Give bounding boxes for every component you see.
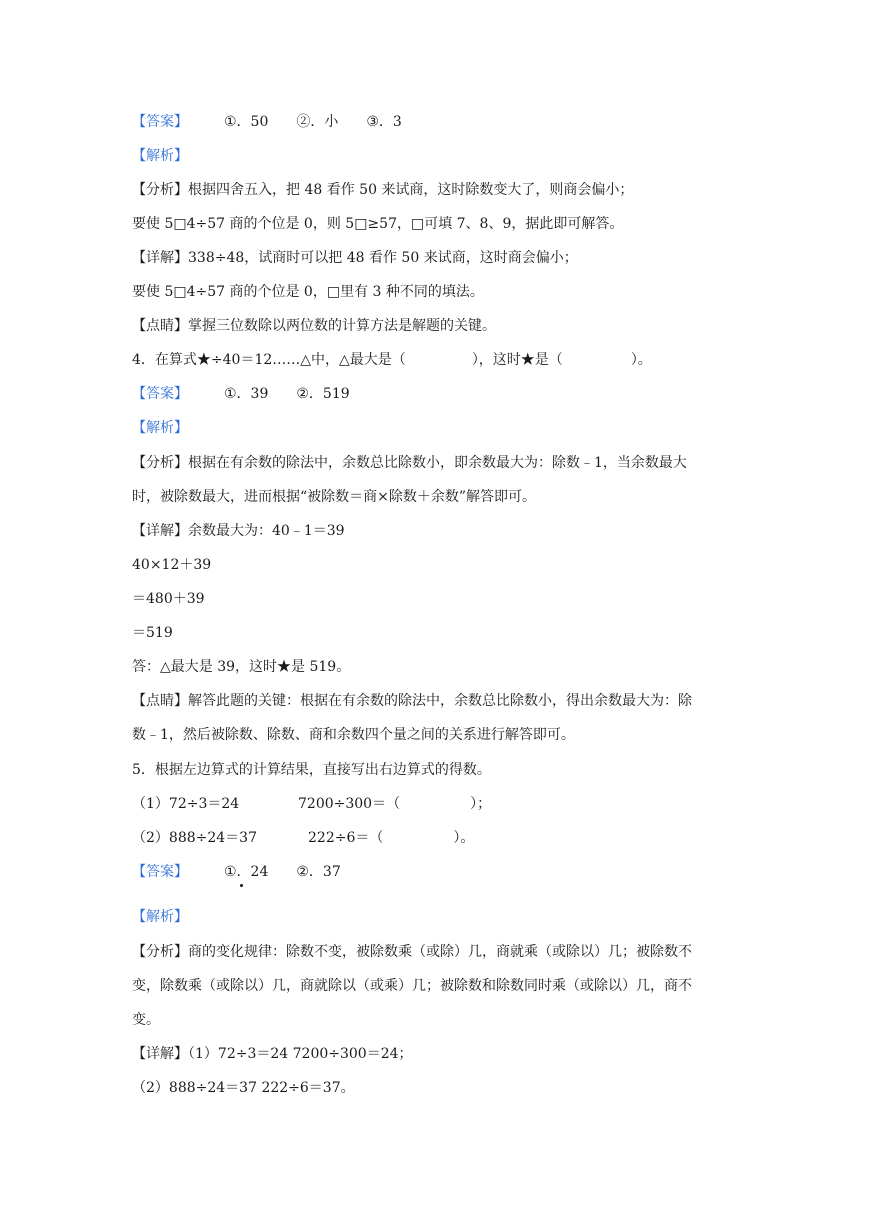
dianjing-paragraph: 【点睛】解答此题的关键：根据在有余数的除法中，余数总比除数小，得出余数最大为：除 (132, 693, 692, 709)
calc-step: ＝519 (132, 625, 173, 641)
analysis-tag: 【解析】 (132, 909, 188, 925)
answer-item: ②．37 (296, 864, 341, 880)
fenxi-paragraph: 变。 (132, 1012, 160, 1028)
fenxi-paragraph: 变，除数乘（或除以）几，商就除以（或乘）几；被除数和除数同时乘（或除以）几，商不 (132, 978, 692, 994)
sub-right: 222÷6＝（ (308, 830, 384, 846)
q5-sub2 (132, 828, 474, 848)
answer-item: ①．39 (224, 386, 269, 402)
q4-question (132, 350, 652, 370)
sub-left: （1）72÷3＝24 (132, 796, 240, 812)
stray-dot (240, 884, 243, 887)
q5-answer-row (132, 862, 341, 882)
analysis-tag: 【解析】 (132, 420, 188, 436)
calc-step: 40×12＋39 (132, 557, 212, 573)
xiangjie-paragraph: 【详解】（1）72÷3＝24 7200÷300＝24； (132, 1046, 413, 1062)
q5-sub1 (132, 794, 491, 814)
question-text: 4．在算式★÷40＝12……△中，△最大是（ (132, 352, 406, 368)
fenxi-paragraph: 时，被除数最大，进而根据“被除数＝商×除数＋余数”解答即可。 (132, 489, 537, 505)
analysis-tag: 【解析】 (132, 148, 188, 164)
answer-tag: 【答案】 (132, 386, 188, 402)
xiangjie-paragraph: 要使 5□4÷57 商的个位是 0，□里有 3 种不同的填法。 (132, 284, 484, 300)
question-text: ），这时★是（ (471, 352, 563, 368)
sub-right: 7200÷300＝（ (298, 796, 401, 812)
answer-item: ③．3 (366, 114, 402, 130)
answer-tag: 【答案】 (132, 114, 188, 130)
dianjing-paragraph: 数﹣1，然后被除数、除数、商和余数四个量之间的关系进行解答即可。 (132, 727, 575, 743)
q5-question: 5．根据左边算式的计算结果，直接写出右边算式的得数。 (132, 762, 491, 778)
sub-end: ）。 (453, 830, 475, 846)
calc-step: ＝480＋39 (132, 591, 205, 607)
answer-item: ①．50 (224, 114, 269, 130)
fenxi-paragraph: 【分析】商的变化规律：除数不变，被除数乘（或除）几，商就乘（或除以）几；被除数不 (132, 944, 692, 960)
fenxi-paragraph: 【分析】根据四舍五入，把 48 看作 50 来试商，这时除数变大了，则商会偏小； (132, 182, 634, 198)
xiangjie-paragraph: （2）888÷24＝37 222÷6＝37。 (132, 1080, 355, 1096)
sub-end: ）； (470, 796, 492, 812)
fenxi-paragraph: 要使 5□4÷57 商的个位是 0，则 5□≥57，□可填 7、8、9，据此即可解答。 (132, 216, 624, 232)
fenxi-paragraph: 【分析】根据在有余数的除法中，余数总比除数小，即余数最大为：除数﹣1，当余数最大 (132, 455, 687, 471)
q3-answer-row (132, 112, 402, 132)
sub-left: （2）888÷24＝37 (132, 830, 257, 846)
answer-item: ②．519 (296, 386, 350, 402)
answer-item: ②．小 (296, 114, 339, 130)
question-text: ）。 (630, 352, 652, 368)
dianjing-paragraph: 【点睛】掌握三位数除以两位数的计算方法是解题的关键。 (132, 318, 496, 334)
q4-answer-row (132, 384, 350, 404)
xiangjie-paragraph: 【详解】338÷48，试商时可以把 48 看作 50 来试商，这时商会偏小； (132, 250, 578, 266)
xiangjie-paragraph: 【详解】余数最大为：40﹣1＝39 (132, 523, 345, 539)
answer-item: ①．24 (224, 864, 269, 880)
final-answer: 答：△最大是 39，这时★是 519。 (132, 659, 351, 675)
answer-tag: 【答案】 (132, 864, 188, 880)
